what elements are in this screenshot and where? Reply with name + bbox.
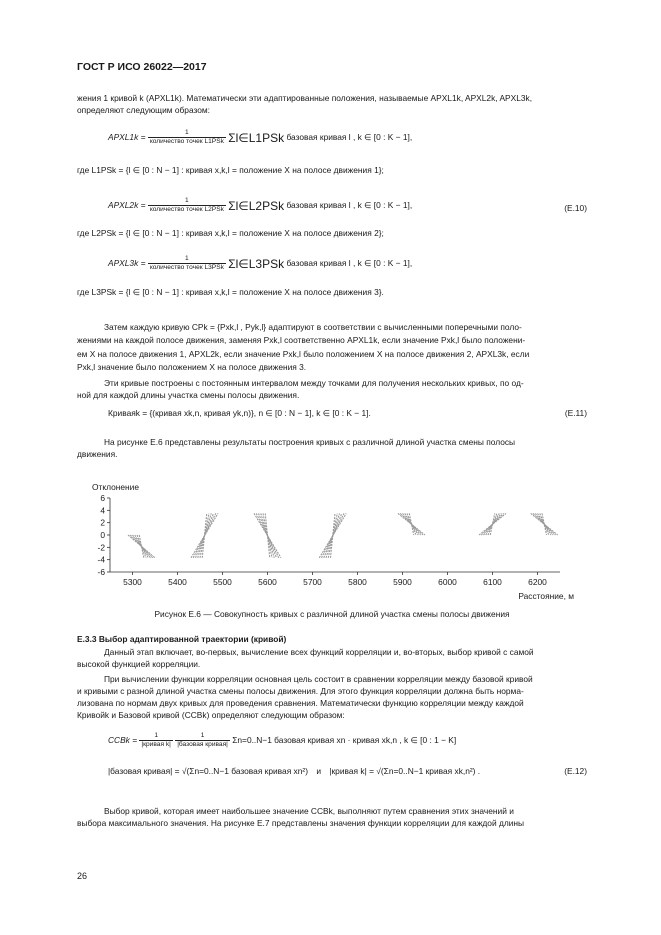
ccb-rhs: Σn=0..N−1 базовая кривая xn · кривая xk,n , k ∈ [0 : 1 − K] (232, 734, 457, 745)
chart-lane-change-cluster (191, 513, 218, 557)
ccb-frac2-num: 1 (175, 732, 230, 741)
figure-caption: Рисунок E.6 — Совокупность кривых с различной длиной участка смены полосы движения (154, 609, 510, 619)
chart-curve-line (533, 513, 556, 535)
chart-lane-change-cluster (398, 513, 425, 535)
ccb-frac2-den: |базовая кривая| (177, 741, 228, 749)
stage-paragraph (77, 647, 587, 671)
chart-y-axis-label: Отклонение (92, 482, 139, 492)
chart-y-tick-label: -6 (97, 567, 105, 577)
chart-curve-line (319, 513, 346, 557)
chart-x-tick-label: 6000 (438, 577, 457, 587)
chart-curves (128, 513, 558, 557)
equation-number-e12: (E.12) (564, 766, 587, 776)
apxl1-lhs: APXL1k = (108, 131, 146, 142)
para5-line-2: и кривыми с разной длиной участка смены полосы движения. Для этого функция корреляции должна быть норма- (77, 685, 524, 696)
para5-line-4: Кривойk и Базовой кривой (CCBk) определяют следующим образом: (77, 709, 345, 720)
chart-x-tick-label: 5600 (258, 577, 277, 587)
equation-number-e10: (E.10) (564, 203, 587, 213)
para1-line-4: Pxk,l значение было положением X на полосе движения 3. (77, 362, 307, 373)
intro-paragraph (77, 93, 587, 117)
chart-x-tick-label: 5500 (213, 577, 232, 587)
chart-lane-change-cluster (479, 513, 506, 535)
apxl2-sum: Σl∈L2PSk (228, 198, 285, 213)
ccb-lhs: CCBk = (108, 734, 138, 745)
chart-x-tick-label: 5700 (303, 577, 322, 587)
apxl1-frac-num: 1 (148, 129, 226, 138)
equation-apxl1 (77, 129, 587, 153)
l3ps-definition: где L3PSk = {l ∈ [0 : N − 1] : кривая x,k,l = положение X на полосе движения 3}. (77, 287, 384, 297)
norm-curve: |кривая k| = √(Σn=0..N−1 кривая xk,n²) . (329, 766, 481, 776)
chart-y-tick-label: 4 (100, 505, 105, 516)
para4-line-2: высокой функцией корреляции. (77, 658, 201, 669)
para2-line-1: Эти кривые построены с постоянным интервалом между точками для получения нескольких кривых, по од- (104, 378, 524, 388)
chart-lane-change-cluster (128, 535, 155, 558)
chart-x-tick-label: 6200 (528, 577, 547, 587)
interval-paragraph (77, 378, 587, 402)
figure-reference-paragraph (77, 437, 587, 461)
para1-line-3: ем X на полосе движения 1, APXL2k, если значение Pxk,l было положением X на полосе движения 2, APXL3k, если (77, 348, 530, 359)
chart-curve-line (130, 535, 153, 558)
apxl3-frac-num: 1 (148, 255, 226, 264)
chart-x-tick-label: 5800 (348, 577, 367, 587)
selection-paragraph (77, 806, 587, 830)
chart-curve-line (400, 513, 423, 535)
para6-line-2: выбора максимального значения. На рисунке E.7 представлены значения функции корреляции для каждой длины (77, 817, 525, 828)
document-header: ГОСТ Р ИСО 26022—2017 (77, 61, 207, 73)
chart-y-tick-label: 2 (100, 517, 105, 528)
intro-line-2: определяют следующим образом: (77, 104, 210, 115)
apxl3-rhs: базовая кривая l , k ∈ [0 : K − 1], (286, 257, 413, 268)
apxl2-frac-den: количество точек L2PSk (149, 206, 224, 214)
apxl2-lhs: APXL2k = (108, 199, 146, 210)
para2-line-2: ной для каждой длины участка смены полосы движения. (77, 389, 300, 400)
adaptation-paragraph (77, 321, 587, 375)
para5-line-3: лизована по нормам двух кривых для проведения сравнения. Математически функцию корреляции между каждой (77, 697, 524, 708)
apxl2-rhs: базовая кривая l , k ∈ [0 : K − 1], (286, 199, 413, 210)
equation-number-e11: (E.11) (564, 408, 587, 418)
equation-e11 (77, 408, 587, 432)
apxl3-lhs: APXL3k = (108, 257, 146, 268)
chart-x-axis-label: Расстояние, м (518, 591, 574, 601)
equation-ccb (77, 732, 587, 756)
para4-line-1: Данный этап включает, во-первых, вычисление всех функций корреляции и, во-вторых, выбор кривой с самой (104, 647, 534, 657)
page-number: 26 (77, 871, 88, 881)
para6-line-1: Выбор кривой, которая имеет наибольшее значение CCBk, выполняют путем сравнения этих значений и (104, 806, 514, 816)
equation-apxl2 (77, 197, 587, 221)
para3-line-2: движения. (77, 448, 118, 459)
chart-y-tick-label: 6 (100, 493, 105, 503)
chart-y-tick-label: -2 (97, 542, 105, 553)
chart-x-tick-label: 5900 (393, 577, 412, 587)
l1ps-definition: где L1PSk = {l ∈ [0 : N − 1] : кривая x,k,l = положение X на полосе движения 1}; (77, 165, 384, 175)
l2ps-definition: где L2PSk = {l ∈ [0 : N − 1] : кривая x,k,l = положение X на полосе движения 2}; (77, 228, 384, 238)
section-heading: E.3.3 Выбор адаптированной траектории (кривой) (77, 634, 287, 644)
apxl2-frac-num: 1 (148, 197, 226, 206)
para1-line-1: Затем каждую кривую CPk = {Pxk,l , Pyk,l} адаптируют в соответствии с вычисленными поперечными поло- (104, 322, 522, 332)
chart-lane-change-cluster (254, 513, 281, 557)
para3-line-1: На рисунке E.6 представлены результаты построения кривых с различной длиной участка смены полосы (104, 437, 516, 447)
norm-base-curve: |базовая кривая| = √(Σn=0..N−1 базовая кривая xn²) (108, 766, 308, 776)
chart-lane-change-cluster (319, 513, 346, 557)
ccb-fraction-2 (175, 732, 230, 749)
apxl3-sum: Σl∈L3PSk (228, 256, 285, 271)
chart-y-tick-label: -4 (97, 554, 105, 565)
chart-curve-line (191, 513, 218, 557)
apxl1-rhs: базовая кривая l , k ∈ [0 : K − 1], (286, 131, 413, 142)
para1-line-2: жениями на каждой полосе движения, заменяя Pxk,l соответственно APXL1k, если значение Pxk,l было положени- (77, 335, 526, 346)
e11-expression: Криваяk = {(кривая xk,n, кривая yk,n)}, n ∈ [0 : N − 1], k ∈ [0 : K − 1]. (108, 408, 371, 418)
chart-curve-line (481, 513, 504, 535)
ccb-frac1-num: 1 (139, 732, 172, 741)
ccb-frac1-den: |кривая k| (141, 741, 171, 749)
chart-x-tick-label: 6100 (483, 577, 502, 587)
apxl3-frac-den: количество точек L3PSk (149, 264, 224, 272)
correlation-paragraph (77, 674, 587, 722)
ccb-fraction-1 (139, 732, 172, 749)
norm-conjunction: и (316, 766, 321, 776)
chart-e6 (82, 478, 582, 603)
chart-lane-change-cluster (531, 513, 558, 535)
equation-apxl3 (77, 255, 587, 279)
chart-x-tick-label: 5400 (168, 577, 187, 587)
equation-norms (77, 766, 587, 790)
chart-y-tick-label: 0 (100, 530, 105, 540)
chart-curve-line (254, 513, 281, 557)
chart-axes (92, 482, 574, 601)
apxl1-sum: Σl∈L1PSk (228, 130, 285, 145)
para5-line-1: При вычислении функции корреляции основная цель состоит в сравнении корреляции между базовой кривой (104, 674, 533, 684)
apxl3-fraction (148, 255, 226, 272)
apxl2-fraction (148, 197, 226, 214)
apxl1-fraction (148, 129, 226, 146)
intro-line-1: жения 1 кривой k (APXL1k). Математически эти адаптированные положения, называемые APXL1k, APXL2k, APXL3k, (77, 93, 533, 103)
apxl1-frac-den: количество точек L1PSk (149, 138, 224, 146)
chart-x-tick-label: 5300 (123, 577, 142, 587)
